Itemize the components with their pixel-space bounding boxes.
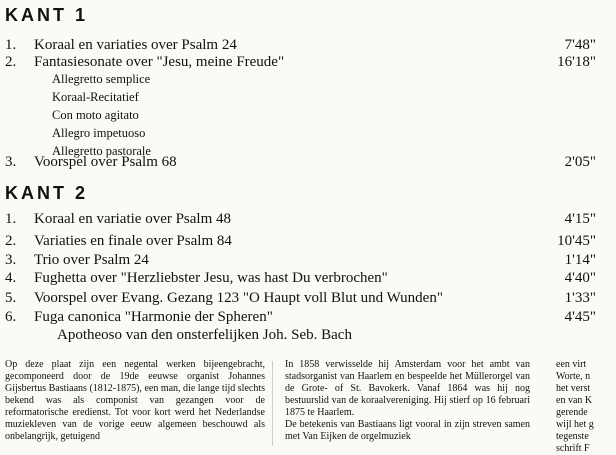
track-number: 6. <box>5 309 17 325</box>
track-duration: 16'18" <box>557 54 596 70</box>
movement-item: Allegretto pastorale <box>52 144 151 158</box>
track-title: Koraal en variatie over Psalm 48 <box>34 211 232 227</box>
track-list-item <box>5 231 600 251</box>
track-title: Fughetta over "Herzliebster Jesu, was hast Du verbrochen" <box>34 270 388 286</box>
track-number: 3. <box>5 154 17 170</box>
track-number: 4. <box>5 270 17 286</box>
track-number: 1. <box>5 211 17 227</box>
track-title: Koraal en variaties over Psalm 24 <box>34 37 237 53</box>
track-duration: 4'40" <box>564 270 596 286</box>
track-duration: 2'05" <box>564 154 596 170</box>
movement-item: Koraal-Recitatief <box>52 90 139 104</box>
track-list-item <box>5 52 600 72</box>
movement-item: Con moto agitato <box>52 108 139 122</box>
column-divider <box>272 361 273 446</box>
track-title: Voorspel over Psalm 68 <box>34 154 177 170</box>
side1-title: KANT 1 <box>5 5 89 25</box>
track-duration: 4'15" <box>564 211 596 227</box>
movement-item: Allegro impetuoso <box>52 126 146 140</box>
track-number: 2. <box>5 54 17 70</box>
track-title: Voorspel over Evang. Gezang 123 "O Haupt voll Blut und Wunden" <box>34 290 443 306</box>
track-list-item <box>5 250 600 270</box>
track-duration: 7'48" <box>564 37 596 53</box>
track-list-item <box>5 152 600 172</box>
movement-item: Allegretto semplice <box>52 72 151 86</box>
track-list-item <box>5 288 600 308</box>
track-title: Trio over Psalm 24 <box>34 252 149 268</box>
track-duration: 10'45" <box>557 233 596 249</box>
track-duration: 4'45" <box>564 309 596 325</box>
track-number: 1. <box>5 37 17 53</box>
side2-title: KANT 2 <box>5 183 89 203</box>
track-duration: 1'14" <box>564 252 596 268</box>
track-title: Fantasiesonate over "Jesu, meine Freude" <box>34 54 285 70</box>
track-list-item <box>5 209 600 229</box>
track-title: Variaties en finale over Psalm 84 <box>34 233 232 249</box>
liner-notes-column-3: een virt Worte, n het verst en van K gerende wijl het g tegenste schrift F <box>556 359 594 454</box>
track-list-item <box>5 268 600 288</box>
track-number: 2. <box>5 233 17 249</box>
track-duration: 1'33" <box>564 290 596 306</box>
track-subtitle: Apotheoso van den onsterfelijken Joh. Seb. Bach <box>57 327 352 343</box>
track-number: 3. <box>5 252 17 268</box>
track-number: 5. <box>5 290 17 306</box>
track-title: Fuga canonica "Harmonie der Spheren" <box>34 309 273 325</box>
liner-notes-column-1: Op deze plaat zijn een negental werken bijeengebracht, gecomponeerd door de 19de eeuwse organist Johannes Gijsbertus Bastiaans (1812-1875), een man, die lange tijd slechts bekend was als componist van gezangen voor de reformatorische eredienst. Tot voor kort werd het Nederlandse muziekleven van de vorige eeuw algemeen beschouwd als onbelangrijk, getuigend <box>5 359 265 442</box>
track-list-item <box>5 307 600 347</box>
liner-notes-column-2: In 1858 verwisselde hij Amsterdam voor het ambt van stadsorganist van Haarlem en bespeelde het Müllerorgel van de Grote- of St. Bavokerk. Vanaf 1864 was hij nog bestuurslid van de koraalvereniging. Hij stierf op 16 februari 1875 te Haarlem. De betekenis van Bastiaans ligt vooral in zijn streven samen met Van Eijken de orgelmuziek <box>285 359 530 442</box>
